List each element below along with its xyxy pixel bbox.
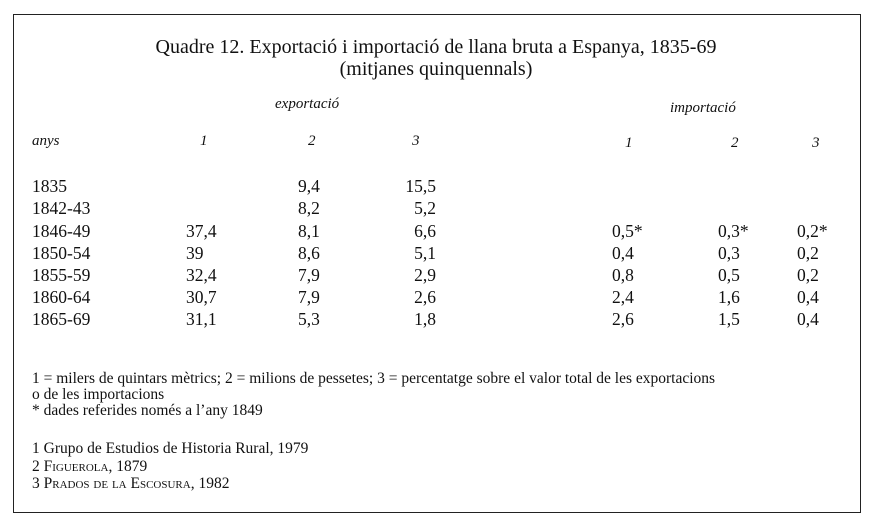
- source-1: [32, 441, 308, 457]
- export-1-cell: 37,4: [186, 221, 217, 241]
- source-number: 1: [32, 440, 40, 457]
- import-2-cell: 0,5: [718, 265, 740, 285]
- export-2-cell: 8,6: [298, 243, 320, 263]
- export-3-cell: 15,5: [405, 176, 436, 196]
- import-3-cell: 0,2: [797, 243, 819, 263]
- export-3-cell: 6,6: [414, 221, 436, 241]
- year-cell: 1846-49: [32, 221, 91, 241]
- import-1-cell: 0,8: [612, 265, 634, 285]
- source-3: [32, 476, 229, 492]
- import-1-cell: 0,4: [612, 243, 634, 263]
- year-cell: 1850-54: [32, 243, 91, 263]
- year-cell: 1855-59: [32, 265, 91, 285]
- source-text: Grupo de Estudios de Historia Rural, 1979: [43, 440, 309, 457]
- export-2-cell: 8,1: [298, 221, 320, 241]
- source-number: 3: [32, 475, 40, 492]
- export-col-2-header: 2: [308, 133, 316, 149]
- export-3-cell: 2,6: [414, 287, 436, 307]
- export-2-cell: 9,4: [298, 176, 320, 196]
- export-col-3-header: 3: [412, 133, 420, 149]
- export-3-cell: 5,2: [414, 198, 436, 218]
- year-cell: 1865-69: [32, 309, 91, 329]
- year-cell: 1860-64: [32, 287, 91, 307]
- units-legend: 1 = milers de quintars mètrics; 2 = milions de pessetes; 3 = percentatge sobre el valor total de les exportacions: [32, 370, 716, 387]
- export-3-cell: 1,8: [414, 309, 436, 329]
- import-1-cell: 2,6: [612, 309, 634, 329]
- import-2-cell: 1,5: [718, 309, 740, 329]
- years-column-header: anys: [32, 133, 60, 149]
- import-2-cell: 1,6: [718, 287, 740, 307]
- import-3-cell: 0,4: [797, 309, 819, 329]
- export-group-header: exportació: [275, 96, 340, 112]
- import-col-3-header: 3: [812, 135, 820, 151]
- import-col-2-header: 2: [731, 135, 739, 151]
- export-1-cell: 31,1: [186, 309, 217, 329]
- import-2-cell: 0,3: [718, 243, 740, 263]
- source-text: Prados de la Escosura, 1982: [43, 475, 230, 492]
- export-3-cell: 5,1: [414, 243, 436, 263]
- import-group-header: importació: [670, 100, 736, 116]
- export-2-cell: 8,2: [298, 198, 320, 218]
- source-2: [32, 459, 147, 475]
- export-1-cell: 32,4: [186, 265, 217, 285]
- import-3-cell: 0,2: [797, 265, 819, 285]
- source-number: 2: [32, 458, 40, 475]
- export-col-1-header: 1: [200, 133, 208, 149]
- year-cell: 1842-43: [32, 198, 91, 218]
- units-legend-continued: o de les importacions: [32, 386, 165, 403]
- import-3-cell: 0,2*: [797, 221, 828, 241]
- export-2-cell: 7,9: [298, 265, 320, 285]
- import-1-cell: 2,4: [612, 287, 634, 307]
- import-2-cell: 0,3*: [718, 221, 749, 241]
- export-3-cell: 2,9: [414, 265, 436, 285]
- table-title: Quadre 12. Exportació i importació de llana bruta a Espanya, 1835-69: [155, 36, 717, 58]
- export-2-cell: 5,3: [298, 309, 320, 329]
- import-col-1-header: 1: [625, 135, 633, 151]
- import-3-cell: 0,4: [797, 287, 819, 307]
- asterisk-note: * dades referides només a l’any 1849: [32, 402, 263, 419]
- export-1-cell: 39: [186, 243, 204, 263]
- import-1-cell: 0,5*: [612, 221, 643, 241]
- export-2-cell: 7,9: [298, 287, 320, 307]
- year-cell: 1835: [32, 176, 67, 196]
- table-subtitle: (mitjanes quinquennals): [339, 58, 533, 80]
- source-text: Figuerola, 1879: [43, 458, 148, 475]
- export-1-cell: 30,7: [186, 287, 217, 307]
